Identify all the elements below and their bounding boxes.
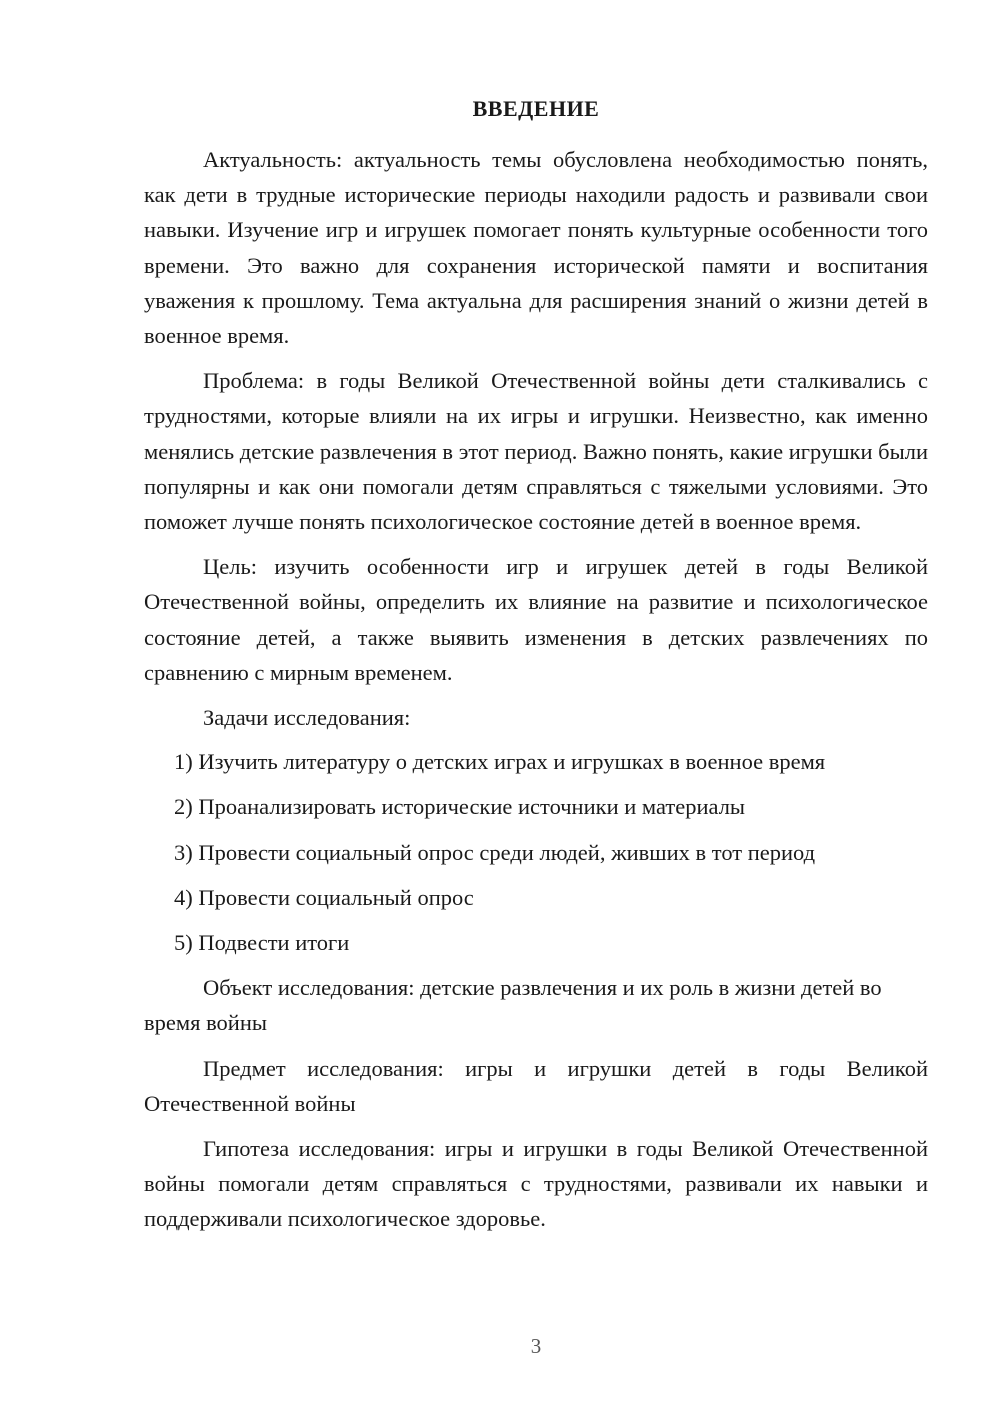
list-item: 5) Подвести итоги (174, 930, 350, 956)
page-number: 3 (530, 1334, 542, 1358)
goal-paragraph: Цель: изучить особенности игр и игрушек детей в годы Великой Отечественной войны, определить их влияние на развитие и психологическое состояние детей, а также выявить изменения в детских развлечениях по сравнению с мирным временем. (144, 554, 928, 685)
list-item: 1) Изучить литературу о детских играх и игрушках в военное время (174, 749, 826, 775)
tasks-heading: Задачи исследования: (203, 705, 411, 731)
tasks-list (144, 744, 928, 960)
object-paragraph: Объект исследования: детские развлечения и их роль в жизни детей во время войны (144, 975, 882, 1036)
relevance-paragraph: Актуальность: актуальность темы обусловлена необходимостью понять, как дети в трудные исторические периоды находили радость и развивали свои навыки. Изучение игр и игрушек помогает понять культурные особенности того времени. Это важно для сохранения исторической памяти и воспитания уважения к прошлому. Тема актуальна для расширения знаний о жизни детей в военное время. (144, 147, 928, 349)
problem-paragraph: Проблема: в годы Великой Отечественной войны дети сталкивались с трудностями, которые влияли на их игры и игрушки. Неизвестно, как именно менялись детские развлечения в этот период. Важно понять, какие игрушки были популярны и как они помогали детям справляться с тяжелыми условиями. Это поможет лучше понять психологическое состояние детей в военное время. (144, 368, 928, 535)
page-content (144, 142, 928, 1247)
list-item: 4) Провести социальный опрос (174, 884, 474, 910)
page-title: ВВЕДЕНИЕ (472, 96, 600, 121)
list-item: 3) Провести социальный опрос среди людей, живших в тот период (174, 839, 816, 865)
hypothesis-paragraph: Гипотеза исследования: игры и игрушки в годы Великой Отечественной войны помогали детям справляться с трудностями, развивали их навыки и поддерживали психологическое здоровье. (144, 1136, 928, 1232)
subject-paragraph: Предмет исследования: игры и игрушки детей в годы Великой Отечественной войны (144, 1055, 928, 1116)
list-item: 2) Проанализировать исторические источники и материалы (174, 794, 746, 820)
